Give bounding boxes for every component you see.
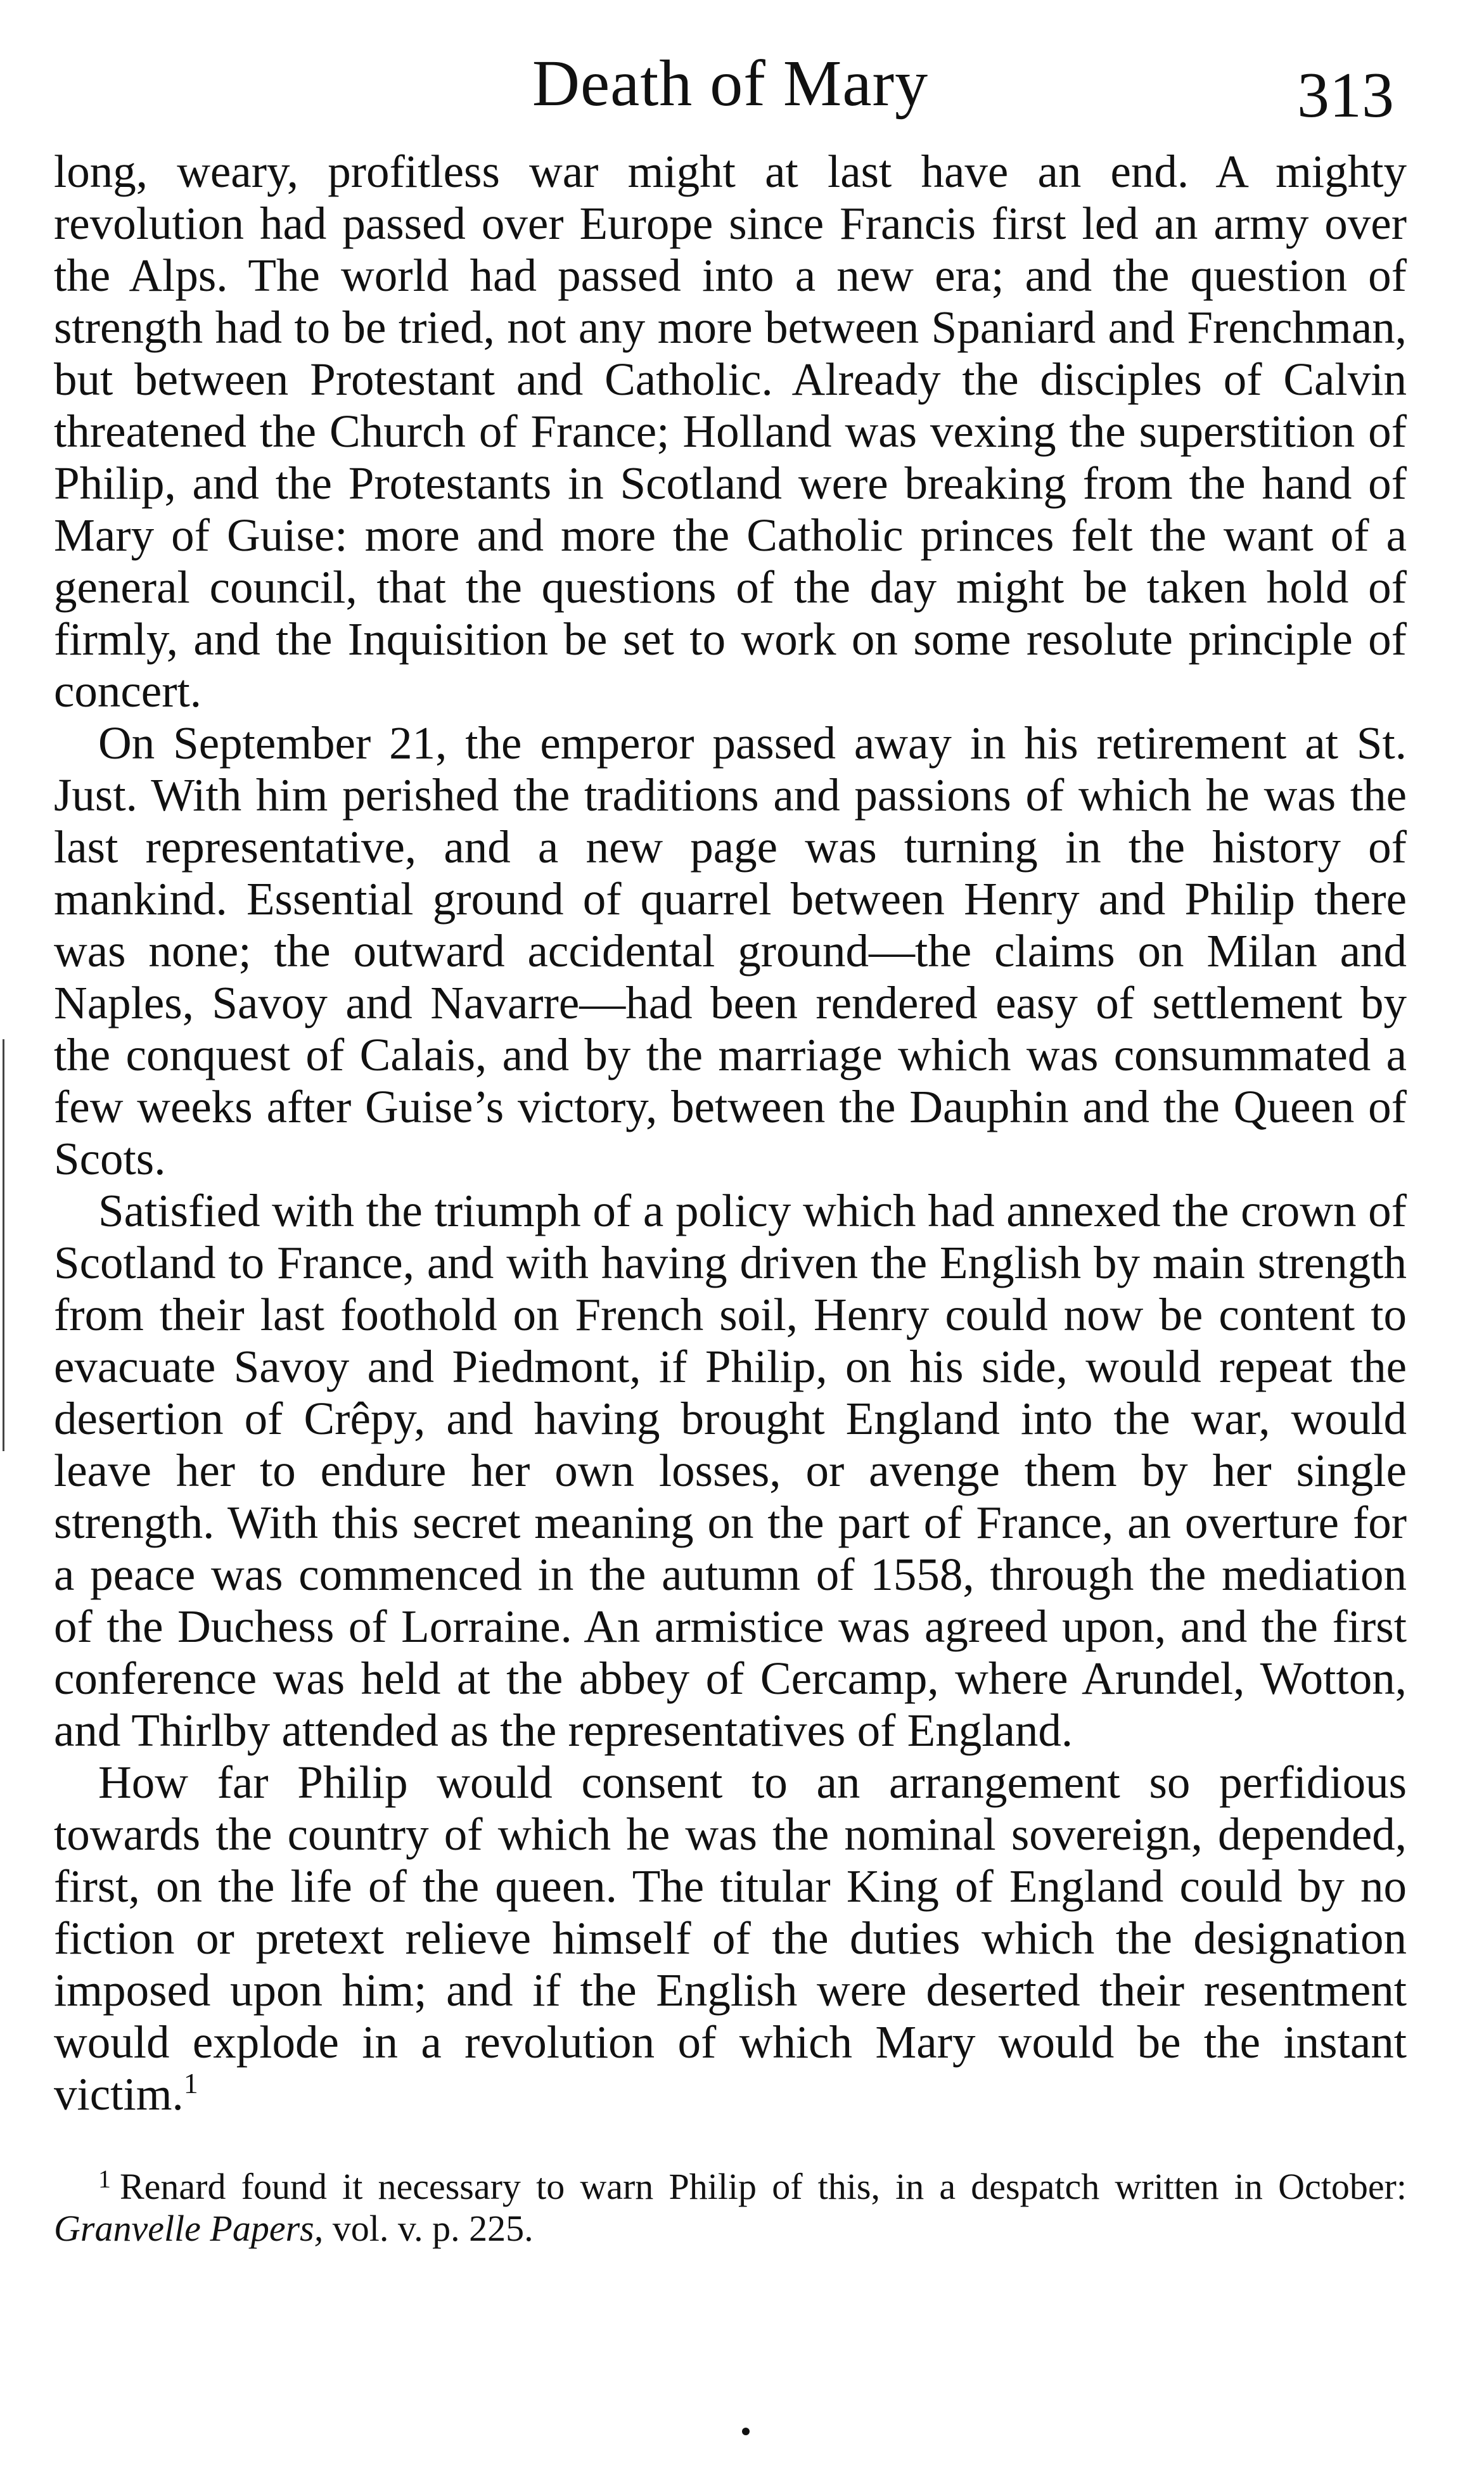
page-number: 313 <box>1297 60 1394 131</box>
paragraph-4-text: How far Philip would consent to an arrangement so perfidious towards the country of which he was the nominal sovereign, depended, first, on the life of the queen. The titular King of England could by no fiction or pretext relieve himself of the duties which the designation imposed upon him; and if the English were deserted their resentment would explode in a revolution of which Mary would be the instant victim. <box>54 1757 1407 2120</box>
binding-edge-line <box>3 1039 4 1451</box>
paragraph-2: On September 21, the emperor passed away in his retirement at St. Just. With him perished the traditions and passions of which he was the last representative, and a new page was turning in the history of mankind. Essential ground of quarrel between Henry and Philip there was none; the outward accidental ground—the claims on Milan and Naples, Savoy and Navarre—had been rendered easy of settlement by the conquest of Calais, and by the marriage which was consummated a few weeks after Guise’s victory, between the Dauphin and the Queen of Scots. <box>54 717 1407 1184</box>
footnote-citation: vol. v. p. 225. <box>323 2208 534 2249</box>
body-text <box>54 146 1407 2120</box>
printer-dot-mark <box>742 2428 750 2435</box>
footnote-reference: 1 <box>183 2067 198 2099</box>
page-header <box>54 47 1407 146</box>
paragraph-1: long, weary, profitless war might at last have an end. A mighty revolution had passed over Europe since Francis first led an army over the Alps. The world had passed into a new era; and the question of strength had to be tried, not any more between Spaniard and Frenchman, but between Protestant and Catholic. Already the disciples of Calvin threatened the Church of France; Holland was vexing the superstition of Philip, and the Protestants in Scotland were breaking from the hand of Mary of Guise: more and more the Catholic princes felt the want of a general council, that the questions of the day might be taken hold of firmly, and the Inquisition be set to work on some resolute principle of concert. <box>54 146 1407 717</box>
footnote-italic-title: Granvelle Papers, <box>54 2208 324 2249</box>
paragraph-4 <box>54 1757 1407 2120</box>
book-page <box>54 47 1407 2250</box>
footnote-text: Renard found it necessary to warn Philip of this, in a despatch written in October: <box>120 2166 1407 2207</box>
footnote: 1 Renard found it necessary to warn Philip of this, in a despatch written in October: Granvelle Papers, vol. v. p. 225. <box>54 2165 1407 2249</box>
paragraph-3: Satisfied with the triumph of a policy which had annexed the crown of Scotland to France, and with having driven the English by main strength from their last foothold on French soil, Henry could now be content to evacuate Savoy and Piedmont, if Philip, on his side, would repeat the desertion of Crêpy, and having brought England into the war, would leave her to endure her own losses, or avenge them by her single strength. With this secret meaning on the part of France, an overture for a peace was commenced in the autumn of 1558, through the mediation of the Duchess of Lorraine. An armistice was agreed upon, and the first conference was held at the abbey of Cercamp, where Arundel, Wotton, and Thirlby attended as the representatives of England. <box>54 1185 1407 1756</box>
running-title: Death of Mary <box>532 47 929 120</box>
